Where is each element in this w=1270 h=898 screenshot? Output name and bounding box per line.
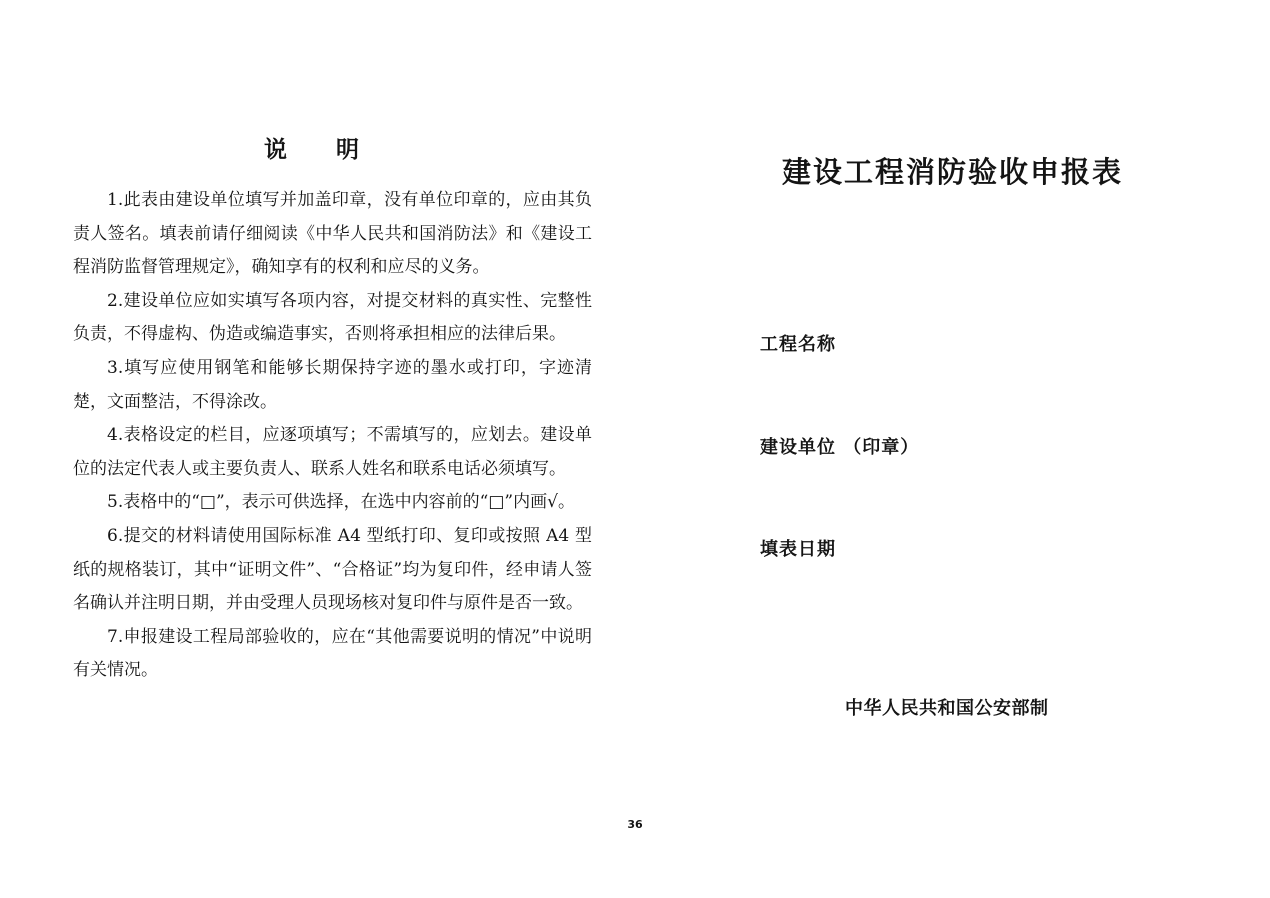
issuer-line: 中华人民共和国公安部制 [845, 698, 1049, 719]
field-label-project-name: 工程名称 [760, 334, 836, 355]
field-label-fill-date: 填表日期 [760, 539, 836, 560]
instruction-paragraph-7: 7.申报建设工程局部验收的，应在“其他需要说明的情况”中说明有关情况。 [73, 626, 592, 681]
instruction-paragraph-1: 1.此表由建设单位填写并加盖印章，没有单位印章的，应由其负责人签名。填表前请仔细阅读《中华人民共和国消防法》和《建设工程消防监督管理规定》，确知享有的权利和应尽的义务。 [73, 190, 592, 278]
instruction-paragraph-3: 3.填写应使用钢笔和能够长期保持字迹的墨水或打印，字迹清楚，文面整洁，不得涂改。 [73, 357, 592, 412]
instruction-paragraph-2: 2.建设单位应如实填写各项内容，对提交材料的真实性、完整性负责，不得虚构、伪造或编造事实，否则将承担相应的法律后果。 [73, 290, 592, 345]
form-title: 建设工程消防验收申报表 [781, 155, 1123, 189]
instruction-paragraph-6: 6.提交的材料请使用国际标准 A4 型纸打印、复印或按照 A4 型纸的规格装订，其中“证明文件”、“合格证”均为复印件，经申请人签名确认并注明日期，并由受理人员现场核对复印件与原件是否一致。 [73, 525, 592, 614]
instructions-title: 说 明 [264, 136, 360, 163]
field-label-construction-unit-seal: 建设单位 （印章） [760, 437, 920, 458]
page-number: 36 [627, 818, 643, 831]
instruction-paragraph-5: 5.表格中的“□”，表示可供选择，在选中内容前的“□”内画√。 [107, 492, 575, 513]
instructions-body [73, 184, 592, 688]
instruction-paragraph-4: 4.表格设定的栏目，应逐项填写；不需填写的，应划去。建设单位的法定代表人或主要负责人、联系人姓名和联系电话必须填写。 [73, 425, 592, 479]
